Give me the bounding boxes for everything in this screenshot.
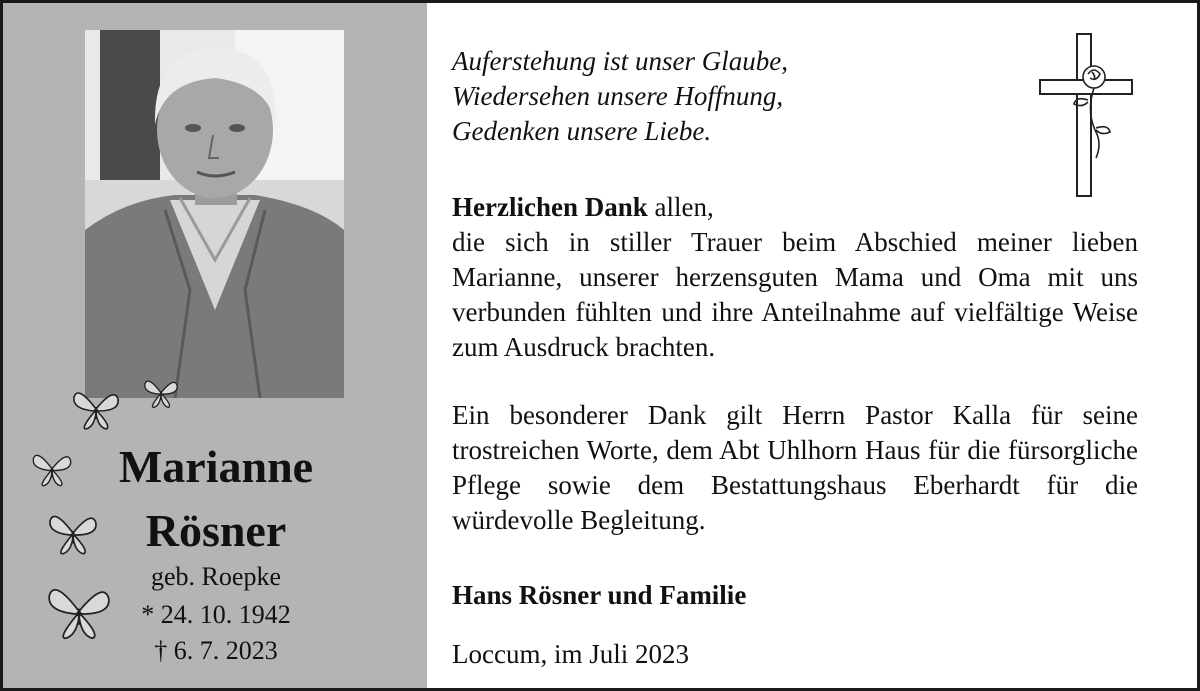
- maiden-name: geb. Roepke: [151, 562, 281, 591]
- butterfly-icon: [30, 448, 74, 488]
- motto-verse: [452, 44, 788, 149]
- portrait-photo: [85, 30, 344, 398]
- butterfly-icon: [142, 375, 180, 409]
- thanks-heading-rest: allen,: [647, 192, 714, 222]
- thanks-body: die sich in stiller Trauer beim Abschied meiner lieben Marianne, unserer herzensguten Mama und Oma mit uns verbunden fühlten und ihre Anteilnahme auf vielfältige Weise zum Ausdruck brachten.: [452, 227, 1138, 362]
- motto-line: Wiedersehen unsere Hoffnung,: [452, 81, 784, 111]
- thanks-heading: Herzlichen Dank: [452, 192, 648, 222]
- motto-line: Auferstehung ist unser Glaube,: [452, 46, 788, 76]
- deceased-first-name: Marianne: [118, 441, 314, 492]
- place-date: Loccum, im Juli 2023: [452, 639, 689, 669]
- death-date: † 6. 7. 2023: [154, 636, 278, 665]
- signature: Hans Rösner und Familie: [452, 580, 747, 610]
- birth-date: * 24. 10. 1942: [141, 600, 291, 629]
- thanks-paragraph: [452, 190, 1138, 365]
- motto-line: Gedenken unsere Liebe.: [452, 116, 712, 146]
- deceased-last-name: Rösner: [145, 505, 287, 556]
- cross-with-rose-icon: [1036, 32, 1136, 200]
- butterfly-icon: [70, 385, 122, 431]
- special-thanks-paragraph: Ein besonderer Dank gilt Herrn Pastor Kalla für seine trostreichen Worte, dem Abt Uhlhorn Haus für die fürsorgliche Pflege sowie dem Bestattungshaus Eberhardt für die würdevolle Begleitung.: [452, 400, 1138, 535]
